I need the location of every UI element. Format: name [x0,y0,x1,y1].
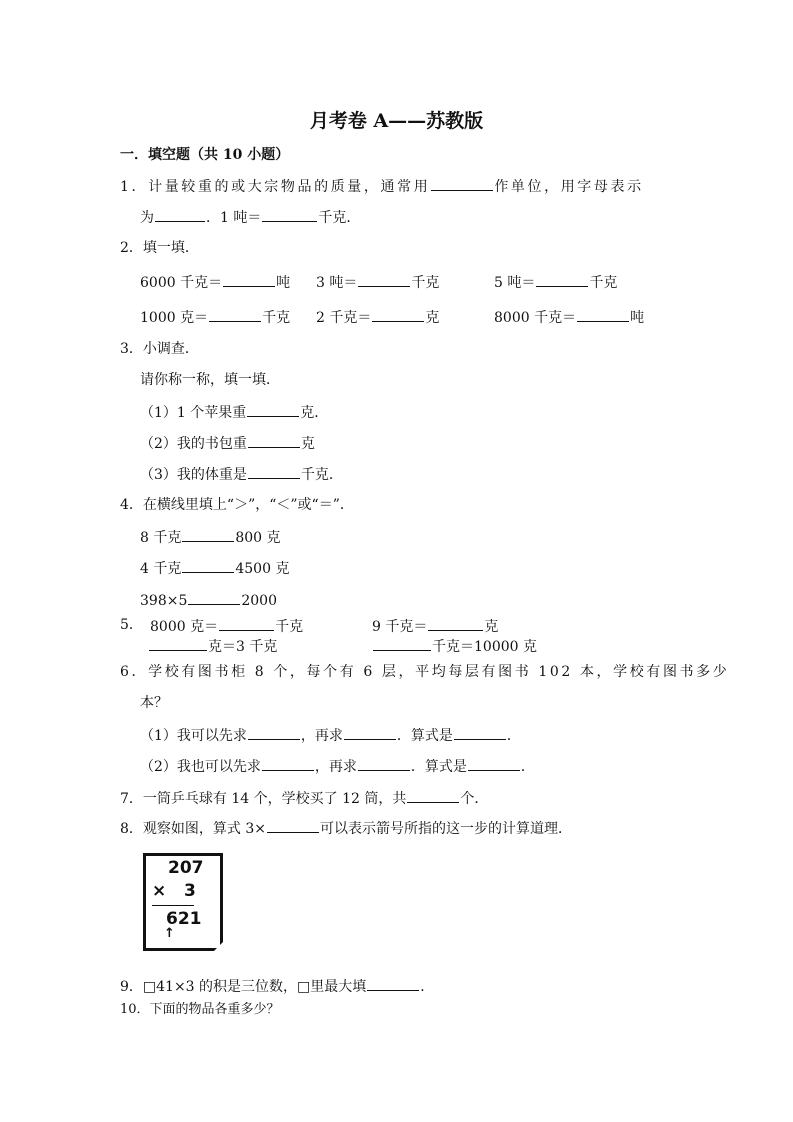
answer-blank[interactable] [219,615,274,631]
answer-blank[interactable] [372,306,424,322]
line-text: 9．□41×3 的积是三位数，□里最大填 [120,979,367,995]
line-text: 1．计量较重的或大宗物品的质量，通常用 [120,179,431,195]
line-text: 3 吨＝ [316,275,358,291]
line-text: 7．一筒乒乓球有 14 个，学校买了 12 筒，共 [120,791,407,807]
answer-blank[interactable] [248,724,300,740]
answer-blank[interactable] [188,589,240,605]
line-text: （1）1 个苹果重 [140,405,247,421]
question-line-4 [120,238,199,258]
question-line-16 [372,615,498,635]
figure-multiplicand: 207 [168,858,204,878]
answer-blank[interactable] [407,787,459,803]
answer-blank[interactable] [454,724,506,740]
line-text: 克． [300,405,329,421]
line-text: 克 [300,436,315,452]
answer-blank[interactable] [267,817,319,833]
line-text: 千克． [318,210,361,226]
line-text: ． [506,728,521,744]
line-text: 千克 [275,619,304,635]
line-text: 5． [120,617,143,633]
question-line-7 [120,339,199,359]
line-text: 6．学校有图书柜 8 个，每个有 6 层，平均每层有图书 102 本，学校有图书多少 [120,664,730,680]
line-text: 一．填空题（共 10 小题） [120,147,290,163]
answer-blank[interactable] [262,206,317,222]
line-text: 请你称一称，填一填． [140,372,280,388]
line-text: 可以表示箭号所指的这一步的计算道理． [320,821,572,837]
question-line-6 [494,306,644,326]
question-line-14 [140,557,289,577]
question-line-11 [140,463,343,483]
line-text: （2）我的书包重 [140,436,247,452]
answer-blank[interactable] [209,306,261,322]
question-line-17 [372,635,537,655]
line-text: ．算式是 [396,728,453,744]
question-line-21 [140,755,535,775]
question-line-22 [120,787,488,807]
line-text: 2 千克＝ [316,310,372,326]
question-line-9 [140,401,328,421]
line-text: 4500 克 [235,561,290,577]
line-text: （2）我也可以先求 [140,759,261,775]
question-line-6 [316,306,439,326]
question-line-24 [120,975,434,995]
line-text: （3）我的体重是 [140,467,247,483]
line-text: 9 千克＝ [372,619,428,635]
answer-blank[interactable] [536,271,588,287]
question-line-5 [316,271,439,291]
figure-rule [152,905,194,906]
line-text: 800 克 [235,530,281,546]
answer-blank[interactable] [223,271,275,287]
question-line-6 [140,306,290,326]
line-text: 8 千克 [140,530,182,546]
answer-blank[interactable] [344,724,396,740]
question-line-5 [494,271,617,291]
figure-operator: × [152,881,167,901]
question-line-16 [120,615,143,635]
line-text: 克＝3 千克 [208,639,278,655]
line-text: 8000 千克＝ [494,310,577,326]
line-text: 2．填一填． [120,240,199,256]
question-line-3 [140,206,360,226]
answer-blank[interactable] [577,306,629,322]
answer-blank[interactable] [182,557,234,573]
line-text: ．1 吨＝ [206,210,262,226]
question-line-20 [140,724,521,744]
folded-corner [214,942,223,951]
line-text: 个． [460,791,489,807]
line-text: 千克 [589,275,618,291]
question-line-10 [140,432,315,452]
line-text: 克 [425,310,440,326]
line-text: 3．小调查． [120,341,199,357]
figure-multiplier: 3 [184,881,196,901]
line-text: 2000 [241,593,277,609]
question-line-1 [120,145,289,165]
line-text: 4．在横线里填上“＞”，“＜”或“＝”． [120,497,354,513]
multiplication-figure [143,853,223,951]
line-text: 10．下面的物品各重多少？ [120,1002,280,1017]
line-text: 千克＝10000 克 [432,639,537,655]
answer-blank[interactable] [428,615,483,631]
arrow-icon: ↑ [164,926,175,941]
question-line-15 [140,589,277,609]
line-text: 本？ [140,695,168,711]
question-line-13 [140,526,281,546]
answer-blank[interactable] [262,755,314,771]
question-line-19 [140,693,168,713]
answer-blank[interactable] [367,975,419,991]
line-text: 克 [484,619,499,635]
line-text: 8000 克＝ [150,619,219,635]
line-text: 千克． [300,467,343,483]
line-text: 千克 [262,310,291,326]
line-text: ． [520,759,535,775]
answer-blank[interactable] [247,401,299,417]
line-text: 6000 千克＝ [140,275,223,291]
line-text: 千克 [411,275,440,291]
line-text: 398×5 [140,593,188,609]
answer-blank[interactable] [155,206,205,222]
question-line-2 [120,175,644,195]
question-line-12 [120,495,354,515]
page-title: 月考卷 A——苏教版 [309,110,484,132]
answer-blank[interactable] [248,463,300,479]
answer-blank[interactable] [182,526,234,542]
answer-blank[interactable] [373,635,431,651]
line-text: ．算式是 [410,759,467,775]
answer-blank[interactable] [431,175,493,191]
question-line-8 [140,370,280,390]
line-text: 吨 [630,310,645,326]
line-text: （1）我可以先求 [140,728,247,744]
line-text: ，再求 [300,728,343,744]
question-line-18 [120,662,729,682]
line-text: 1000 克＝ [140,310,209,326]
question-line-16 [150,615,303,635]
question-line-17 [148,635,277,655]
figure-product: 621 [166,909,202,929]
line-text: 4 千克 [140,561,182,577]
question-line-23 [120,817,572,837]
answer-blank[interactable] [149,635,207,651]
answer-blank[interactable] [248,432,300,448]
line-text: 8．观察如图，算式 3× [120,821,266,837]
line-text: 5 吨＝ [494,275,536,291]
line-text: 为 [140,210,154,226]
line-text: 作单位，用字母表示 [494,179,644,195]
line-text: ． [420,979,435,995]
question-line-5 [140,271,290,291]
answer-blank[interactable] [468,755,520,771]
answer-blank[interactable] [358,271,410,287]
question-line-25 [120,1000,280,1020]
line-text: 吨 [276,275,291,291]
line-text: ，再求 [314,759,357,775]
answer-blank[interactable] [358,755,410,771]
